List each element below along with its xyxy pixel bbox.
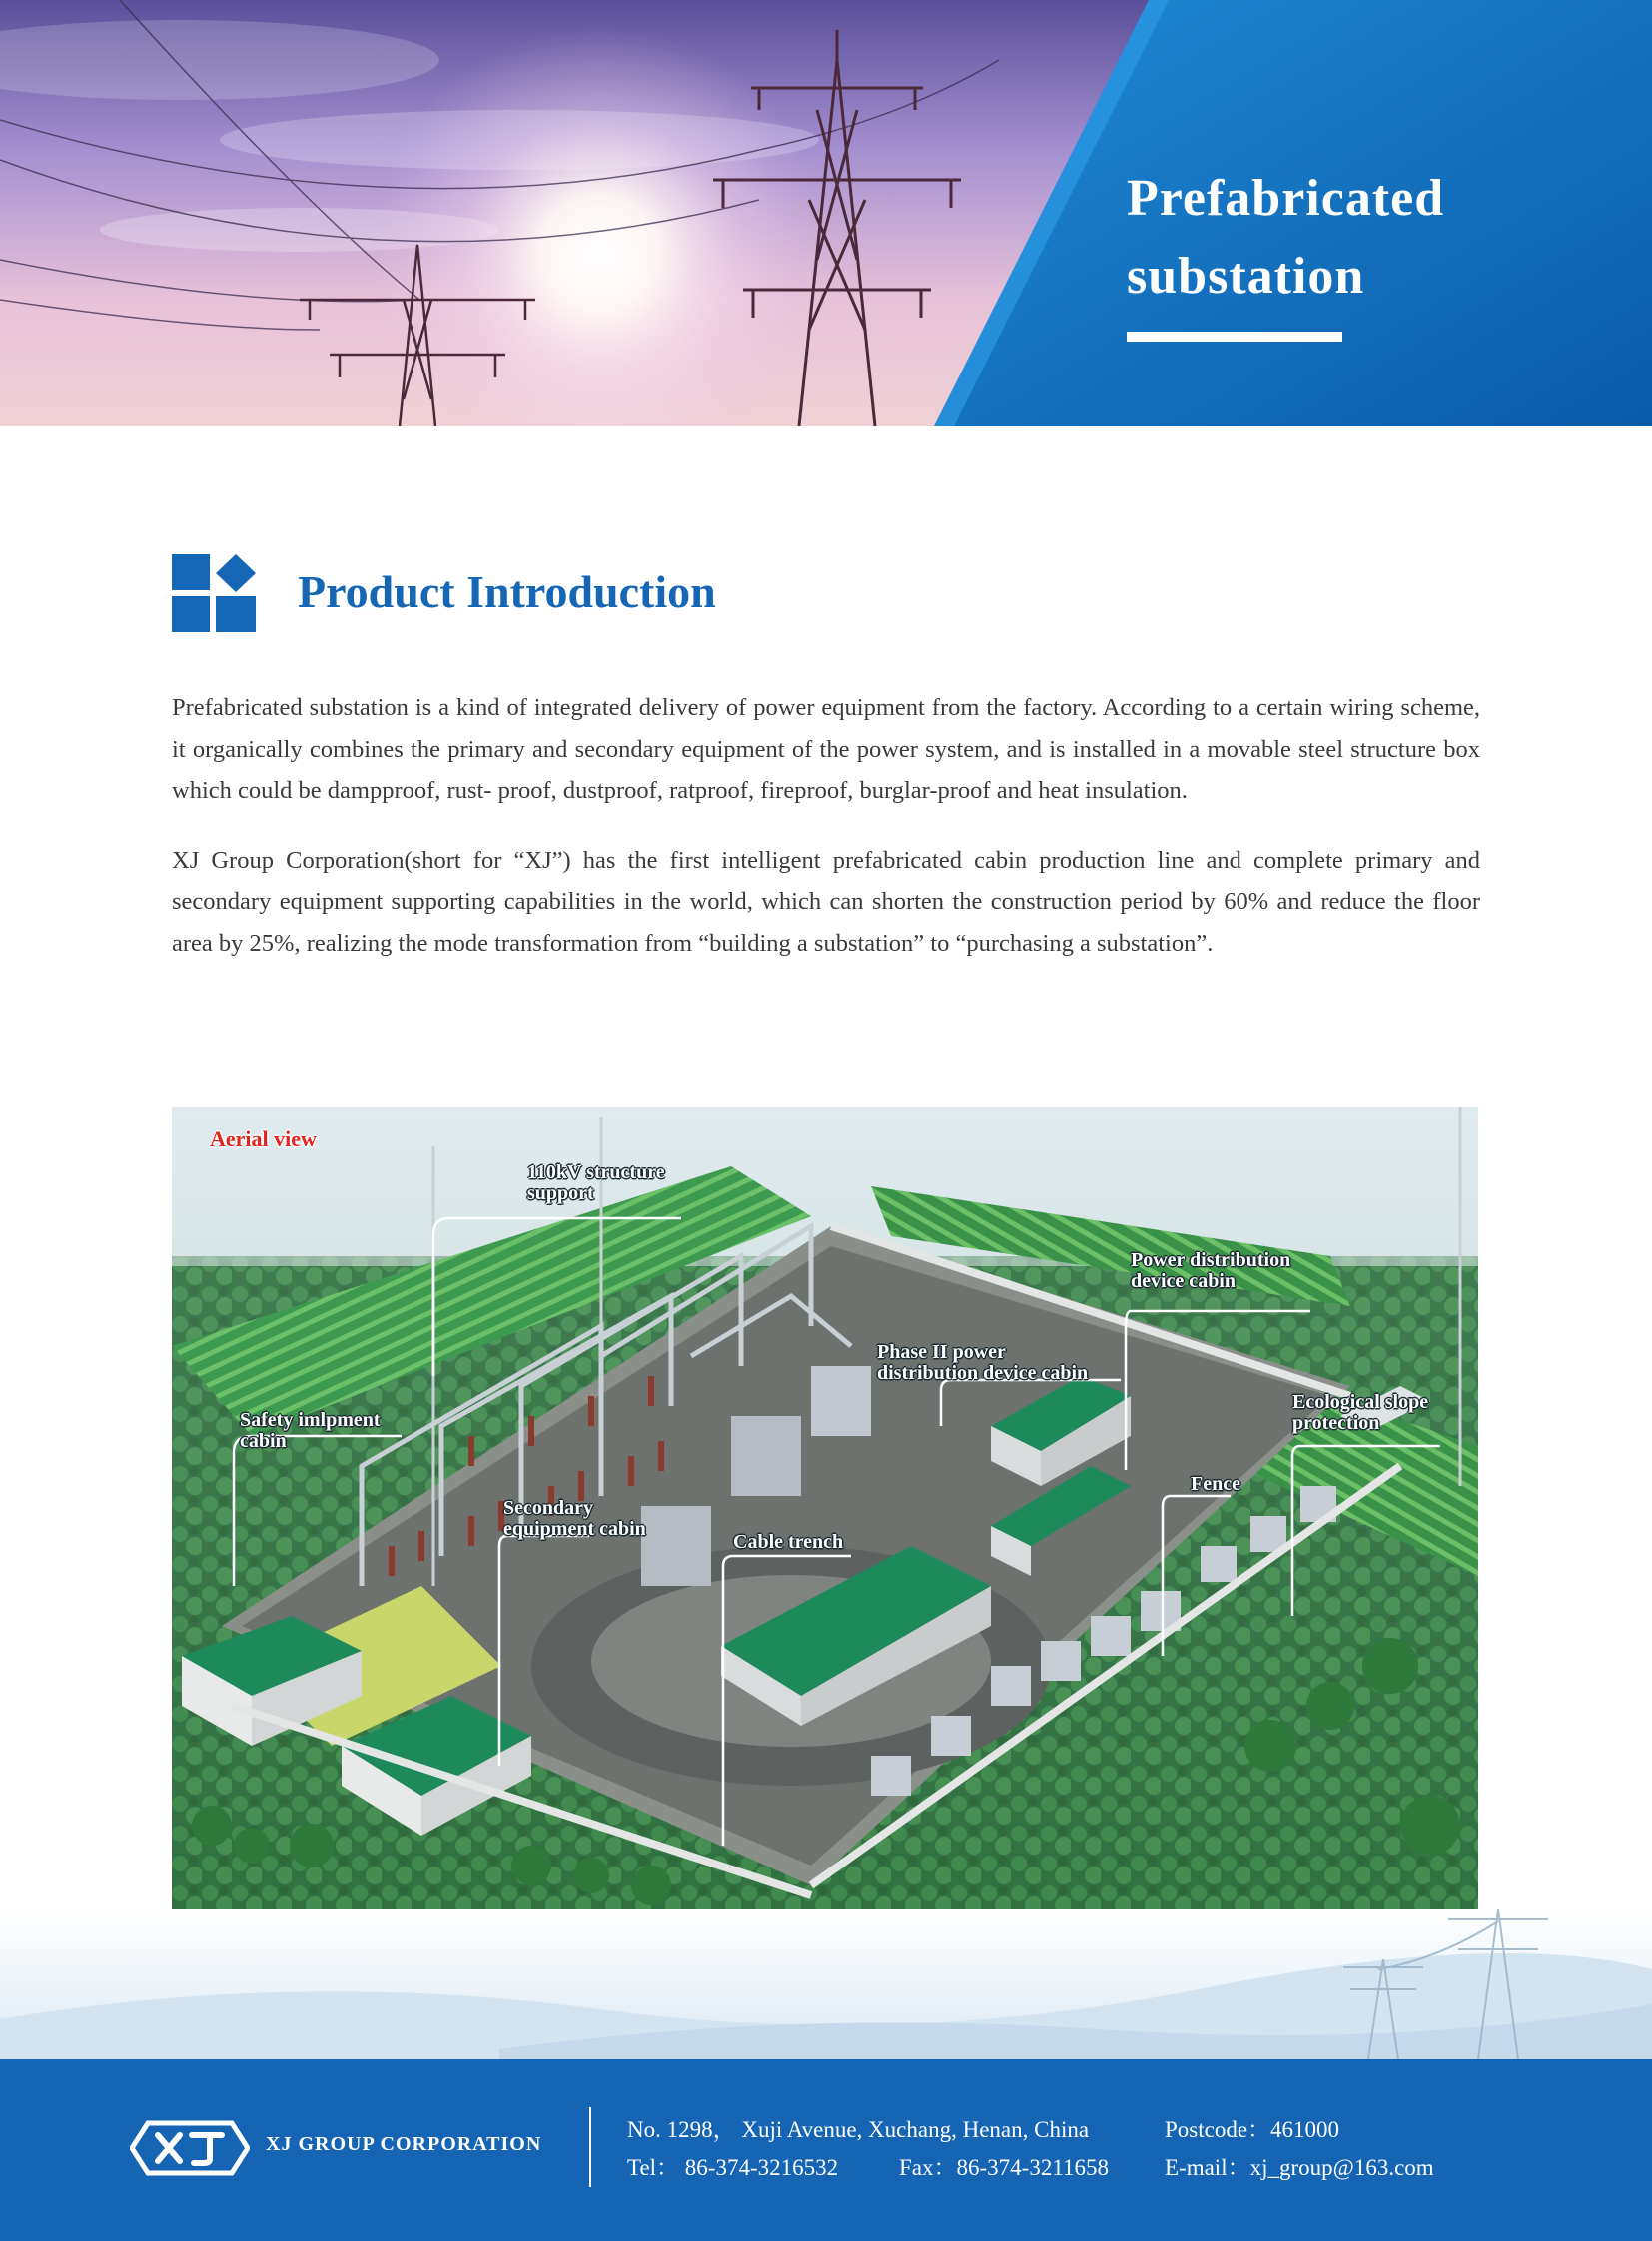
callout-fence: Fence [1191,1473,1240,1495]
aerial-view-label: Aerial view [210,1126,317,1151]
substation-illustration [172,1107,1478,1909]
callout-safety-cabin: Safety imlpment cabin [240,1409,381,1452]
header-banner [0,0,1652,426]
footer-company-name: XJ GROUP CORPORATION [266,2133,542,2155]
callout-phase2-cabin: Phase II power distribution device cabin [877,1341,1089,1384]
intro-paragraph-1: Prefabricated substation is a kind of integrated delivery of power equipment from the factory. According to a certain wiring scheme, it organically combines the primary and secondary equipment of the power system, and is installed in a movable steel structure box which could be dampproof, rust- proof, dustproof, ratproof, fireproof, burglar-proof and heat insulation. [172,694,1480,804]
banner-title-line1: Prefabricated [1127,170,1445,227]
intro-text [172,687,1480,992]
footer-tel: Tel： 86-374-3216532 [627,2155,839,2180]
banner-underline [1127,332,1342,342]
aerial-view-image [172,1107,1478,1909]
callout-cable-trench: Cable trench [733,1531,844,1553]
section-squares-icon [172,554,258,634]
callout-structure-support: 110kV structure support [527,1161,665,1204]
xj-logo-icon [130,2119,250,2177]
callout-power-distribution-cabin: Power distribution device cabin [1131,1249,1291,1292]
intro-paragraph-2: XJ Group Corporation(short for “XJ”) has the first intelligent prefabricated cabin production line and complete primary and secondary equipment supporting capabilities in the world, which can shorten the construction period by 60% and reduce the floor area by 25%, realizing the mode transformation from “building a substation” to “purchasing a substation”. [172,846,1480,957]
footer-divider [589,2107,591,2187]
banner-title-line2: substation [1127,248,1365,305]
footer-postcode: Postcode：461000 [1165,2117,1340,2142]
footer-mountain-decoration [0,1909,1652,2059]
section-title: Product Introduction [298,566,716,617]
footer-address: No. 1298， Xuji Avenue, Xuchang, Henan, China [627,2117,1090,2142]
footer-fax: Fax：86-374-3211658 [899,2155,1109,2180]
callout-secondary-cabin: Secondary equipment cabin [503,1497,646,1540]
footer-email: E-mail：xj_group@163.com [1165,2155,1434,2180]
banner-title [1127,160,1444,316]
callout-ecological-slope: Ecological slope protection [1292,1391,1429,1434]
